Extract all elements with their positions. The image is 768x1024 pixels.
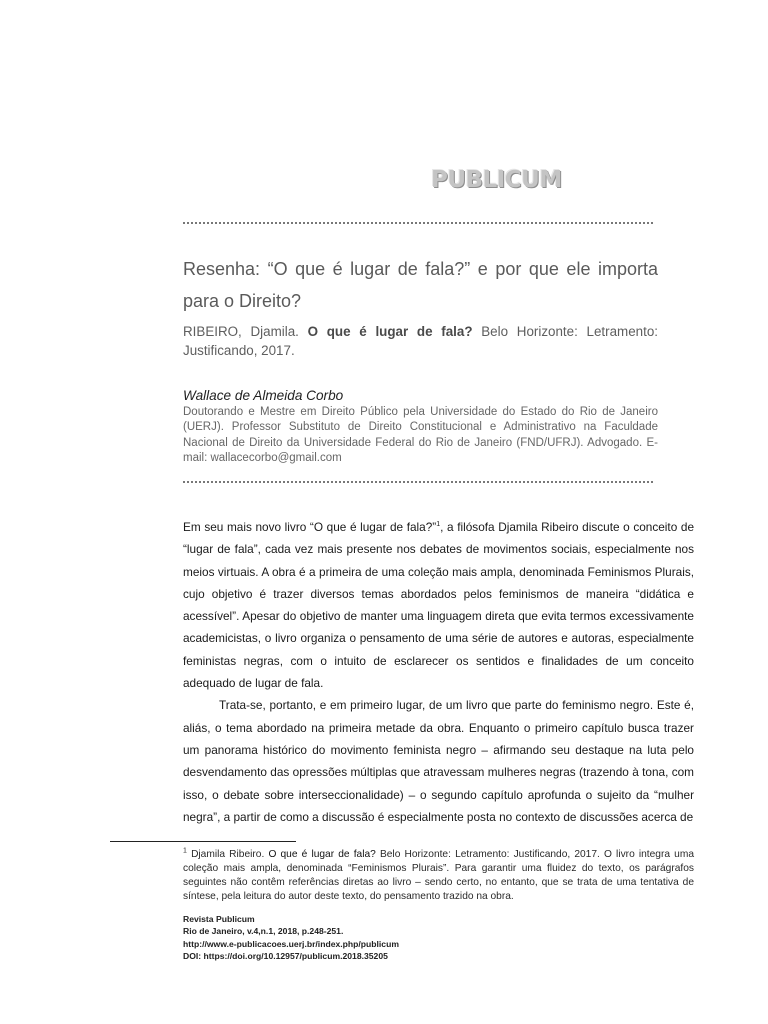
footnote-reference[interactable]: 1 [436,521,441,529]
journal-info [183,913,399,963]
footnote-separator [110,841,296,842]
author-affiliation: Doutorando e Mestre em Direito Público pela Universidade do Estado do Rio de Janeiro (UERJ). Professor Substituto de Direito Constitucional e Administrativo na Faculdade Nacional de Direito da Universidade Federal do Rio de Janeiro (FND/UFRJ). Advogado. E-mail: wallacecorbo@gmail.com [183,406,658,464]
citation-book-title: O que é lugar de fala? [307,324,473,339]
journal-url[interactable]: http://www.e-publicacoes.uerj.br/index.php/publicum [183,938,399,949]
p1-text-rest: , a filósofa Djamila Ribeiro discute o conceito de “lugar de fala”, cada vez mais presente nos debates de movimentos sociais, especialmente nos meios virtuais. A obra é a primeira de uma coleção mais ampla, denominada Feminismos Plurais, cujo objetivo é trazer diversos temas abordados pelos feminismos de maneira “didática e acessível”. Apesar do objetivo de manter uma linguagem direta que evita termos excessivamente academicistas, o livro organiza o pensamento de uma série de autores e autoras, especialmente feministas negras, com o intuito de esclarecer os sentidos e finalidades de um conceito adequado de lugar de fala. [183,520,695,691]
author-name: Wallace de Almeida Corbo [183,388,344,403]
journal-doi[interactable]: DOI: https://doi.org/10.12957/publicum.2018.35205 [183,951,388,962]
body-paragraph-1 [183,516,694,694]
citation-prefix: RIBEIRO, Djamila. [183,324,299,339]
reviewed-book-citation [183,322,658,360]
article-body [183,516,694,828]
footnote-number: 1 [183,847,187,855]
dotted-divider-top [183,222,653,224]
journal-name: Revista Publicum [183,914,255,924]
journal-issue: Rio de Janeiro, v.4,n.1, 2018, p.248-251. [183,926,344,937]
article-title [183,253,658,317]
citation-suffix: Belo Horizonte: Letramento: Justificando, 2017. [183,324,658,358]
footnote-text: Belo Horizonte: Letramento: Justificando, 2017. O livro integra uma coleção mais ampla, denominada “Feminismos Plurais”. Para garantir uma fluidez do texto, os parágrafos seguintes não contêm referências diretas ao livro – sendo certo, no entanto, que se trata de uma tentativa de síntese, pela leitura do autor deste texto, do pensamento trazido na obra. [183,849,694,902]
journal-logo: PUBLICUM [431,167,562,193]
body-paragraph-2: Trata-se, portanto, e em primeiro lugar, de um livro que parte do feminismo negro. Este é, aliás, o tema abordado na primeira metade da obra. Enquanto o primeiro capítulo busca trazer um panorama histórico do movimento feminista negro – afirmando seu destaque na luta pelo desvendamento das opressões múltiplas que atravessam mulheres negras (trazendo à tona, com isso, o debate sobre interseccionalidade) – o segundo capítulo aprofunda o sujeito da “mulher negra”, a partir de como a discussão é especialmente posta no contexto de discussões acerca de [183,698,694,824]
dotted-divider-bottom [183,481,653,483]
footnote-prefix: Djamila Ribeiro. [191,849,265,860]
footnote-book-title: O que é lugar de fala? [268,849,376,860]
p1-text-start: Em seu mais novo livro “O que é lugar de fala?” [183,520,437,534]
article-title-line2: para o Direito? [183,291,302,311]
article-title-line1: Resenha: “O que é lugar de fala?” e por que ele importa [183,259,658,279]
footnote [183,848,694,904]
